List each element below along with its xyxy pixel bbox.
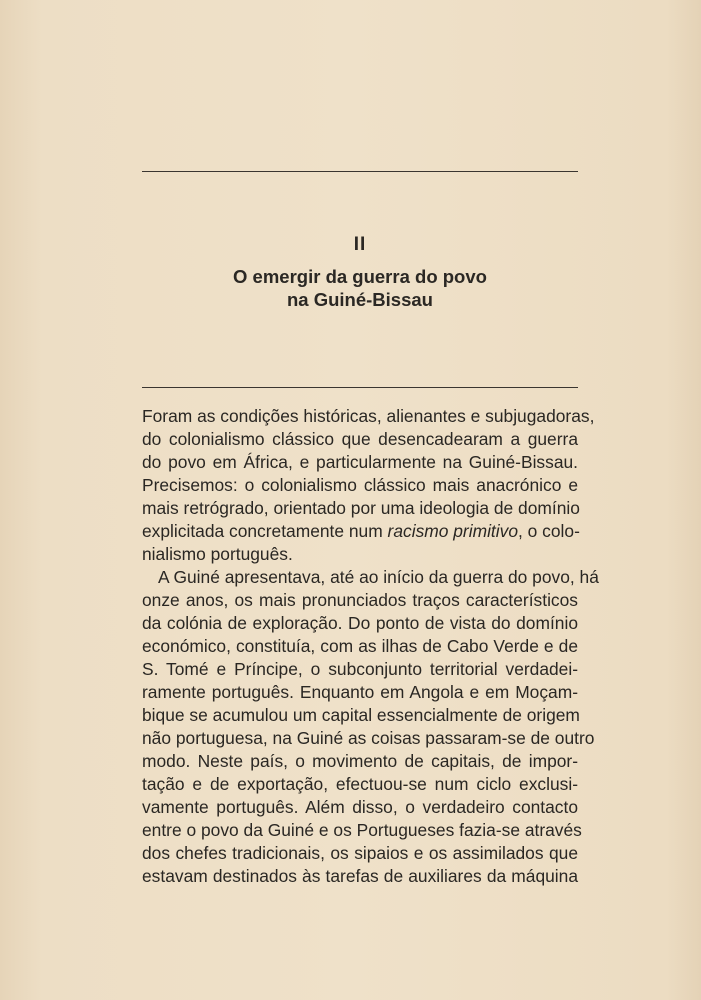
text-line: ramente português. Enquanto em Angola e em Moçam- (142, 682, 578, 702)
text-line: Precisemos: o colonialismo clássico mais anacrónico e (142, 475, 578, 495)
top-rule (142, 171, 578, 172)
body-text (142, 405, 599, 888)
text-run: explicitada concretamente num (142, 521, 388, 541)
chapter-number: II (353, 234, 367, 255)
text-line: A Guiné apresentava, até ao início da guerra do povo, há (158, 567, 599, 587)
text-line: económico, constituía, com as ilhas de Cabo Verde e de (142, 636, 578, 656)
text-line: S. Tomé e Príncipe, o subconjunto territorial verdadei- (142, 659, 578, 679)
text-line: Foram as condições históricas, alienantes e subjugadoras, (142, 406, 595, 426)
text-line (142, 520, 578, 543)
text-line: tação e de exportação, efectuou-se num ciclo exclusi- (142, 774, 578, 794)
text-line: onze anos, os mais pronunciados traços característicos (142, 590, 578, 610)
paragraph-1 (142, 405, 595, 566)
chapter-title (142, 265, 578, 311)
text-line: do colonialismo clássico que desencadearam a guerra (142, 429, 578, 449)
text-line: entre o povo da Guiné e os Portugueses fazia-se através (142, 820, 582, 840)
text-line: não portuguesa, na Guiné as coisas passaram-se de outro (142, 728, 595, 748)
text-line: do povo em África, e particularmente na Guiné-Bissau. (142, 452, 578, 472)
chapter-title-line-1: O emergir da guerra do povo (233, 266, 487, 287)
text-line: da colónia de exploração. Do ponto de vista do domínio (142, 613, 578, 633)
text-run: , o colo- (518, 521, 580, 541)
text-line: nialismo português. (142, 544, 293, 564)
text-line: estavam destinados às tarefas de auxiliares da máquina (142, 866, 578, 886)
text-line: modo. Neste país, o movimento de capitais, de impor- (142, 751, 578, 771)
text-line: bique se acumulou um capital essencialmente de origem (142, 705, 580, 725)
paragraph-2 (142, 566, 599, 888)
bottom-rule (142, 387, 578, 388)
text-line: mais retrógrado, orientado por uma ideologia de domínio (142, 498, 580, 518)
emphasis-text: racismo primitivo (387, 521, 518, 541)
text-line: dos chefes tradicionais, os sipaios e os assimilados que (142, 843, 578, 863)
text-line: vamente português. Além disso, o verdadeiro contacto (142, 797, 578, 817)
chapter-title-line-2: na Guiné-Bissau (287, 289, 433, 310)
